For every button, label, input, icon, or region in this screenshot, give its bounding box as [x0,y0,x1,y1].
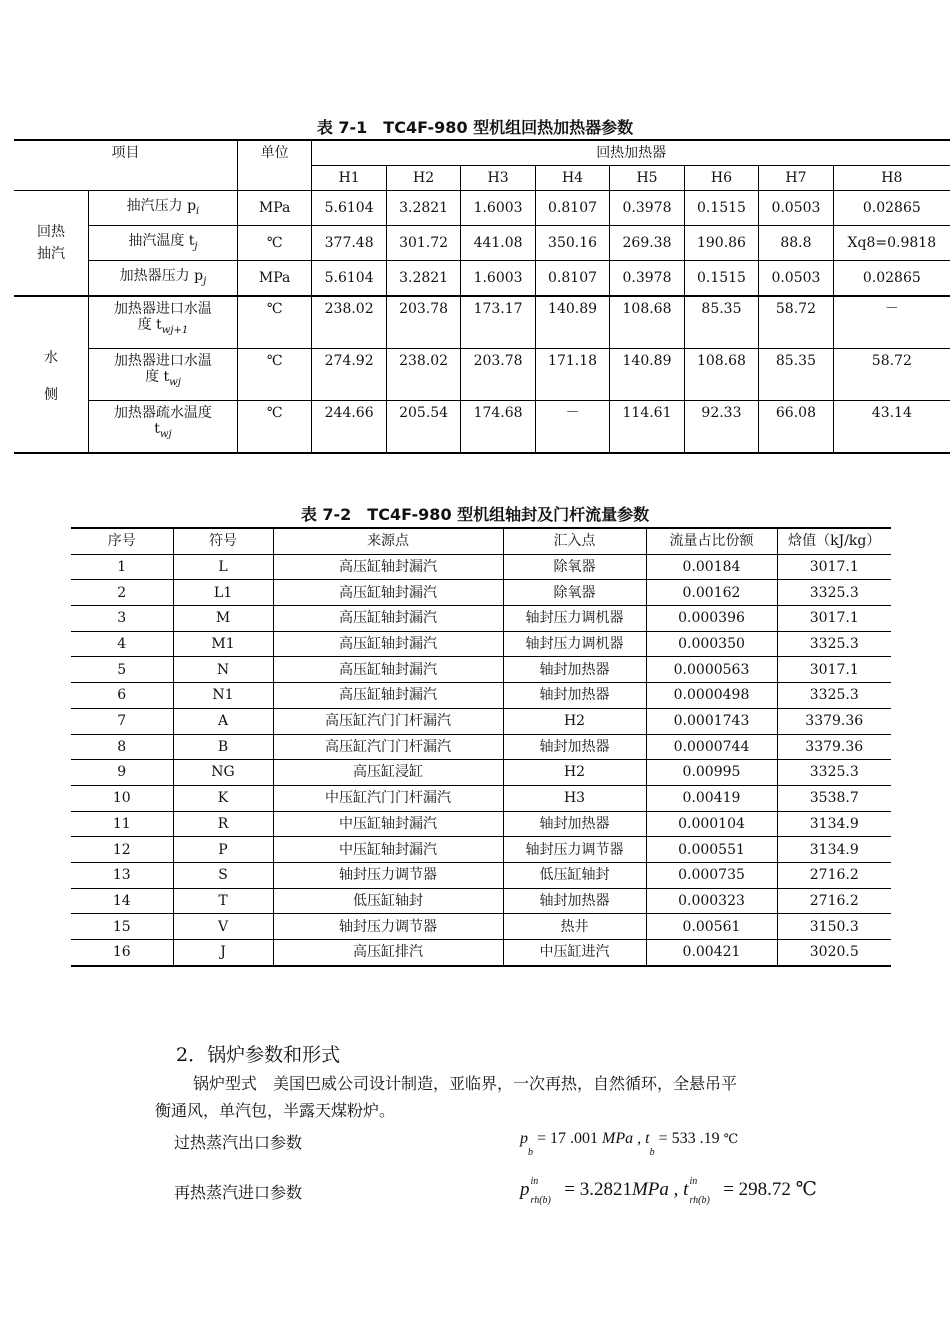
table-header-row [71,528,891,554]
col-symbol: M1 [173,631,273,657]
table-row [14,261,950,297]
cell: 88.8 [759,226,833,261]
cell: 1.6003 [461,191,535,226]
table-row [71,606,891,632]
col-destination: 轴封加热器 [503,734,646,760]
col-symbol: T [173,888,273,914]
col-enthalpy: 2716.2 [777,862,891,888]
cell: 238.02 [386,349,460,401]
heater-h5: H5 [610,166,684,191]
col-destination: 轴封加热器 [503,888,646,914]
cell: 205.54 [386,401,460,454]
table-row [71,734,891,760]
table-row [71,914,891,940]
cell: 58.72 [759,296,833,349]
cell: 1.6003 [461,261,535,297]
row-unit: ℃ [237,296,311,349]
col-flow-share: 0.000396 [646,606,777,632]
table-row [71,837,891,863]
col-destination: H2 [503,708,646,734]
col-destination: 热井 [503,914,646,940]
col-index: 7 [71,708,173,734]
cell: 441.08 [461,226,535,261]
table-row [71,888,891,914]
col-symbol: NG [173,760,273,786]
table-row [14,191,950,226]
heater-h3: H3 [461,166,535,191]
row-label: 抽汽温度 $t_j$ [88,226,237,261]
col-enthalpy: 3020.5 [777,940,891,966]
col-enthalpy: 3379.36 [777,734,891,760]
row-unit: ℃ [237,349,311,401]
table2-caption: 表 7-2 TC4F-980 型机组轴封及门杆流量参数 [300,505,650,524]
col-source: 中压缸轴封漏汽 [273,837,503,863]
cell: 0.0503 [759,191,833,226]
col-flow-share: 0.00995 [646,760,777,786]
cell: 108.68 [684,349,758,401]
col-destination: 轴封加热器 [503,657,646,683]
col-flow-share: 0.0001743 [646,708,777,734]
group-extraction: 回热抽汽 [14,191,88,297]
header-col-destination: 汇入点 [503,528,646,554]
col-destination: 除氧器 [503,580,646,606]
row-label: 加热器疏水温度 $t_{wj}$ [88,401,237,454]
col-enthalpy: 3379.36 [777,708,891,734]
heater-h7: H7 [759,166,833,191]
cell: 0.0503 [759,261,833,297]
cell: 350.16 [535,226,609,261]
cell: 85.35 [684,296,758,349]
col-symbol: V [173,914,273,940]
table-row [71,580,891,606]
col-source: 高压缸排汽 [273,940,503,966]
header-col-flow-share: 流量占比份额 [646,528,777,554]
cell: 0.8107 [535,191,609,226]
col-destination: 轴封压力调机器 [503,606,646,632]
col-enthalpy: 3150.3 [777,914,891,940]
row-unit: MPa [237,191,311,226]
superheat-label: 过热蒸汽出口参数 [174,1133,303,1152]
cell: 85.35 [759,349,833,401]
col-destination: 中压缸进汽 [503,940,646,966]
col-symbol: J [173,940,273,966]
table-row [14,296,950,349]
row-unit: MPa [237,261,311,297]
cell: 66.08 [759,401,833,454]
col-destination: 除氧器 [503,554,646,580]
col-enthalpy: 3325.3 [777,580,891,606]
table-row [71,811,891,837]
cell: 238.02 [312,296,386,349]
row-label: 加热器压力 $p_j$ [88,261,237,297]
col-index: 1 [71,554,173,580]
col-source: 中压缸轴封漏汽 [273,811,503,837]
header-item: 项目 [14,140,237,191]
shaft-seal-flow-table [71,527,891,967]
col-index: 15 [71,914,173,940]
col-symbol: K [173,785,273,811]
col-source: 低压缸轴封 [273,888,503,914]
col-enthalpy: 3017.1 [777,657,891,683]
col-destination: 低压缸轴封 [503,862,646,888]
col-destination: 轴封压力调节器 [503,837,646,863]
table-row [71,940,891,966]
group-water-side: 水 侧 [14,296,88,453]
boiler-description: 锅炉型式 美国巴威公司设计制造，亚临界，一次再热，自然循环，全悬吊平 衡通风，单汽包，半露天煤粉炉。 [155,1074,738,1120]
col-enthalpy: 3134.9 [777,837,891,863]
col-symbol: L1 [173,580,273,606]
cell: 0.3978 [610,191,684,226]
col-index: 16 [71,940,173,966]
col-flow-share: 0.0000744 [646,734,777,760]
cell: 0.02865 [833,191,950,226]
col-flow-share: 0.00421 [646,940,777,966]
col-index: 13 [71,862,173,888]
col-symbol: N [173,657,273,683]
table-row [71,683,891,709]
col-enthalpy: 2716.2 [777,888,891,914]
col-source: 高压缸浸缸 [273,760,503,786]
col-source: 中压缸汽门门杆漏汽 [273,785,503,811]
cell: 140.89 [610,349,684,401]
table-row [14,401,950,454]
col-index: 14 [71,888,173,914]
col-index: 10 [71,785,173,811]
col-symbol: R [173,811,273,837]
row-label: 加热器进口水温 度 $t_{wj+1}$ [88,296,237,349]
col-index: 11 [71,811,173,837]
col-source: 高压缸轴封漏汽 [273,631,503,657]
heater-h2: H2 [386,166,460,191]
cell: 5.6104 [312,191,386,226]
col-source: 高压缸轴封漏汽 [273,554,503,580]
col-index: 4 [71,631,173,657]
col-destination: 轴封加热器 [503,811,646,837]
superheat-formula: $p_b = 17$ .001 MPa , $t_b = 533$ .19 ℃ [520,1130,739,1158]
col-flow-share: 0.000350 [646,631,777,657]
col-enthalpy: 3538.7 [777,785,891,811]
header-col-symbol: 符号 [173,528,273,554]
cell: Xq8=0.9818 [833,226,950,261]
col-flow-share: 0.00419 [646,785,777,811]
col-source: 高压缸汽门门杆漏汽 [273,734,503,760]
col-flow-share: 0.000104 [646,811,777,837]
cell: 114.61 [610,401,684,454]
col-index: 9 [71,760,173,786]
col-enthalpy: 3134.9 [777,811,891,837]
cell: 108.68 [610,296,684,349]
section-title: 2．锅炉参数和形式 [176,1044,341,1066]
heater-h4: H4 [535,166,609,191]
row-label: 加热器进口水温 度 $t_{wj}$ [88,349,237,401]
heater-h6: H6 [684,166,758,191]
cell: 203.78 [461,349,535,401]
col-flow-share: 0.000551 [646,837,777,863]
col-enthalpy: 3325.3 [777,760,891,786]
table-row [71,657,891,683]
col-enthalpy: 3017.1 [777,554,891,580]
cell: 0.1515 [684,191,758,226]
col-symbol: P [173,837,273,863]
col-index: 2 [71,580,173,606]
cell: 5.6104 [312,261,386,297]
col-flow-share: 0.000735 [646,862,777,888]
col-enthalpy: 3325.3 [777,631,891,657]
col-source: 高压缸轴封漏汽 [273,683,503,709]
cell: 203.78 [386,296,460,349]
cell: 269.38 [610,226,684,261]
col-symbol: N1 [173,683,273,709]
col-symbol: B [173,734,273,760]
cell: 190.86 [684,226,758,261]
table-row [14,226,950,261]
reheat-label: 再热蒸汽进口参数 [174,1183,303,1202]
header-unit: 单位 [237,140,311,191]
table-row [71,862,891,888]
col-index: 3 [71,606,173,632]
col-source: 轴封压力调节器 [273,862,503,888]
cell: 58.72 [833,349,950,401]
col-enthalpy: 3325.3 [777,683,891,709]
table-row [71,708,891,734]
col-flow-share: 0.0000498 [646,683,777,709]
cell: 274.92 [312,349,386,401]
heater-h1: H1 [312,166,386,191]
cell: 3.2821 [386,191,460,226]
table-row [14,349,950,401]
cell: 140.89 [535,296,609,349]
col-symbol: S [173,862,273,888]
table1-caption: 表 7-1 TC4F-980 型机组回热加热器参数 [316,118,634,137]
col-destination: 轴封压力调机器 [503,631,646,657]
header-col-index: 序号 [71,528,173,554]
col-enthalpy: 3017.1 [777,606,891,632]
col-source: 高压缸轴封漏汽 [273,657,503,683]
cell: 92.33 [684,401,758,454]
col-flow-share: 0.0000563 [646,657,777,683]
col-symbol: L [173,554,273,580]
cell: 171.18 [535,349,609,401]
col-source: 高压缸轴封漏汽 [273,606,503,632]
col-source: 高压缸轴封漏汽 [273,580,503,606]
cell: 43.14 [833,401,950,454]
row-unit: ℃ [237,401,311,454]
cell: 173.17 [461,296,535,349]
reheat-formula: p in rh(b) = 3.2821MPa , t in rh(b) = 298.72 ℃ [520,1176,817,1206]
col-destination: 轴封加热器 [503,683,646,709]
col-destination: H3 [503,785,646,811]
cell: 0.8107 [535,261,609,297]
col-index: 8 [71,734,173,760]
col-source: 轴封压力调节器 [273,914,503,940]
table-row [71,631,891,657]
cell: 0.02865 [833,261,950,297]
col-index: 6 [71,683,173,709]
col-destination: H2 [503,760,646,786]
table-row [71,785,891,811]
col-symbol: A [173,708,273,734]
cell: 0.1515 [684,261,758,297]
cell: 0.3978 [610,261,684,297]
col-flow-share: 0.00561 [646,914,777,940]
cell: 174.68 [461,401,535,454]
heater-h8: H8 [833,166,950,191]
cell: － [535,401,609,454]
cell: － [833,296,950,349]
col-source: 高压缸汽门门杆漏汽 [273,708,503,734]
table-row [71,760,891,786]
row-unit: ℃ [237,226,311,261]
row-label: 抽汽压力 $p_i$ [88,191,237,226]
cell: 301.72 [386,226,460,261]
col-flow-share: 0.000323 [646,888,777,914]
cell: 377.48 [312,226,386,261]
header-heater-group: 回热加热器 [312,140,950,166]
col-flow-share: 0.00184 [646,554,777,580]
col-symbol: M [173,606,273,632]
col-index: 5 [71,657,173,683]
table-row [71,554,891,580]
header-col-enthalpy: 焓值（kJ/kg） [777,528,891,554]
header-col-source: 来源点 [273,528,503,554]
cell: 244.66 [312,401,386,454]
col-index: 12 [71,837,173,863]
cell: 3.2821 [386,261,460,297]
heater-parameters-table [14,139,950,454]
col-flow-share: 0.00162 [646,580,777,606]
